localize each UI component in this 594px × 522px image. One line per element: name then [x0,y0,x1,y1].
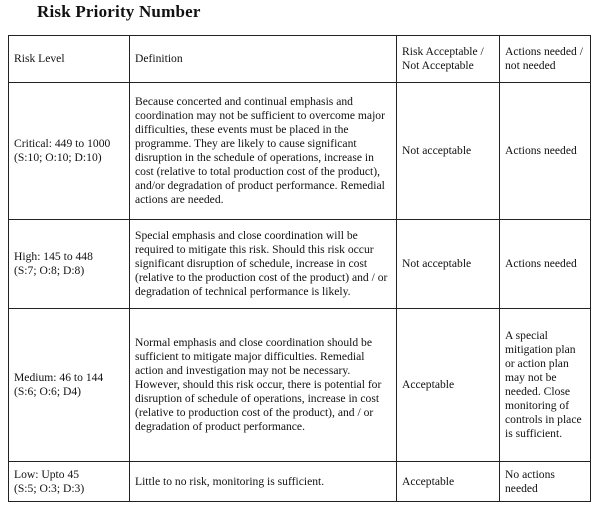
risk-level-cell [9,220,130,309]
acceptable-cell: Not acceptable [397,220,500,309]
risk-level-scores: (S:10; O:10; D:10) [14,151,102,164]
actions-cell: Actions needed [500,220,591,309]
table-header-row [9,36,591,83]
risk-level-cell [9,83,130,220]
actions-cell: A special mitigation plan or action plan may not be needed. Close monitoring of controls in place is sufficient. [500,309,591,462]
definition-cell: Normal emphasis and close coordination should be sufficient to mitigate major difficulties. Remedial action and investigation may not be necessary. However, should this risk occur, there is potential for disruption of schedule of operations, increase in cost (relative to production cost of the product), and / or degradation of product performance. [130,309,397,462]
acceptable-cell: Acceptable [397,462,500,502]
risk-level-scores: (S:6; O:6; D4) [14,385,81,398]
header-risk-level: Risk Level [9,36,130,83]
definition-cell: Special emphasis and close coordination will be required to mitigate this risk. Should this risk occur significant disruption of schedule, increase in cost (relative to the production cost of the product) and / or degradation of technical performance is likely. [130,220,397,309]
risk-level-cell [9,462,130,502]
table-row-critical [9,83,591,220]
risk-level-label: Medium: 46 to 144 [14,371,104,385]
risk-level-label: High: 145 to 448 [14,250,93,264]
header-definition: Definition [130,36,397,83]
header-actions: Actions needed / not needed [500,36,591,83]
risk-level-label: Low: Upto 45 [14,467,80,481]
risk-level-cell [9,309,130,462]
table-row-low [9,462,591,502]
risk-priority-table [8,35,591,502]
risk-level-scores: (S:5; O:3; D:3) [14,481,85,495]
acceptable-cell: Not acceptable [397,83,500,220]
risk-level-label: Critical: 449 to 1000 [14,137,111,151]
definition-cell: Because concerted and continual emphasis and coordination may not be sufficient to overcome major difficulties, these events must be placed in the programme. They are likely to cause significant disruption in the schedule of operations, increase in cost (relative to total production cost of the product), and/or degradation of product performance. Remedial actions are needed. [130,83,397,220]
acceptable-cell: Acceptable [397,309,500,462]
definition-cell: Little to no risk, monitoring is sufficient. [130,462,397,502]
actions-cell: Actions needed [500,83,591,220]
actions-cell: No actions needed [500,462,591,502]
document-title: Risk Priority Number [37,2,201,21]
table-row-medium [9,309,591,462]
risk-level-scores: (S:7; O:8; D:8) [14,264,85,277]
table-row-high [9,220,591,309]
header-acceptable: Risk Acceptable / Not Acceptable [397,36,500,83]
